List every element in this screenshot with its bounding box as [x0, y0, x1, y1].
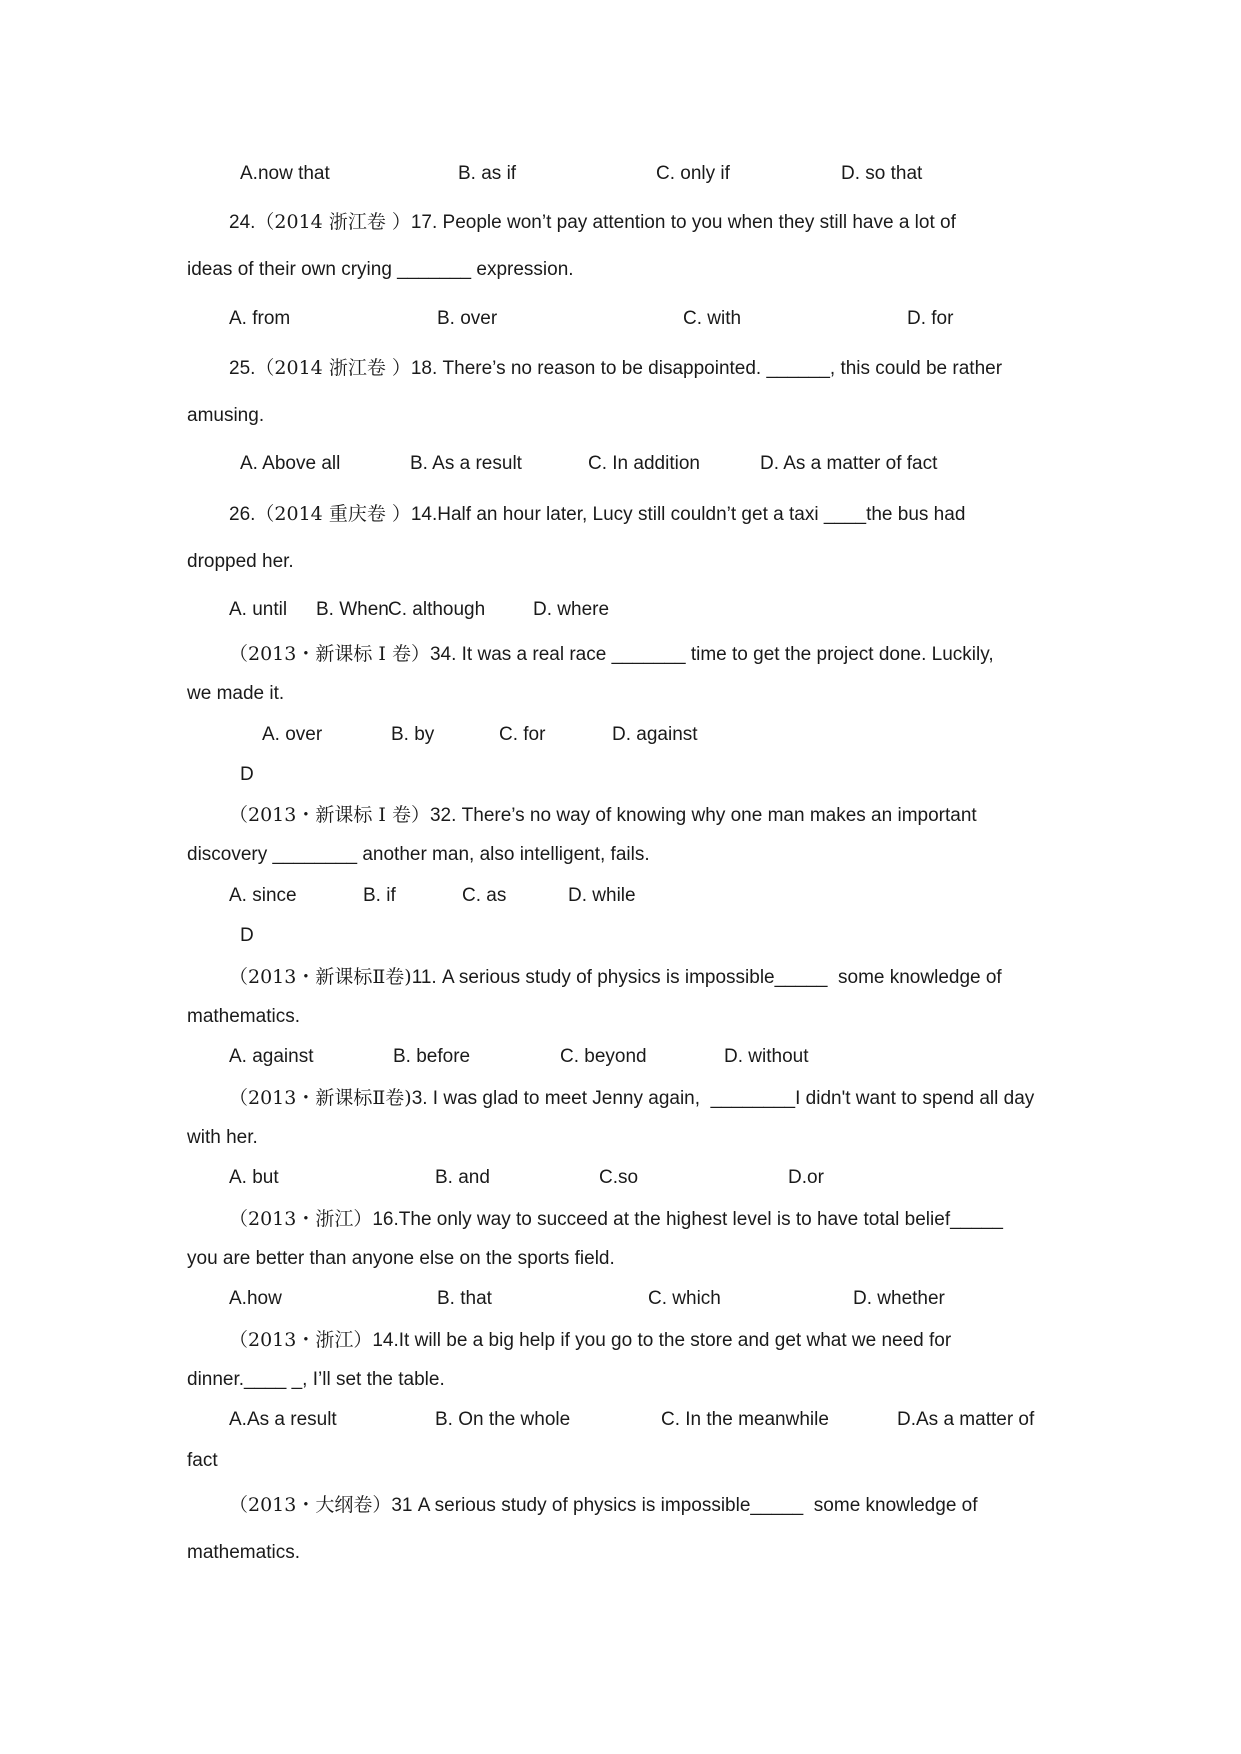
question-source: （2013・新课标Ⅱ卷) — [229, 966, 412, 988]
option-a: A.now that — [240, 163, 330, 184]
option-a: A. Above all — [240, 453, 341, 474]
question-3-line2: with her. — [187, 1127, 258, 1148]
option-b: B. As a result — [410, 453, 522, 474]
option-c: C. In the meanwhile — [661, 1409, 829, 1430]
question-number: 26. — [229, 504, 256, 525]
option-b: B. as if — [458, 163, 517, 184]
question-24-line2: ideas of their own crying _______ expression. — [187, 259, 574, 280]
question-31-line2: mathematics. — [187, 1542, 300, 1563]
question-number: 24. — [229, 212, 256, 233]
option-c: C. In addition — [588, 453, 700, 474]
question-source: （2014 重庆卷 ） — [255, 503, 411, 525]
option-d: D. while — [568, 885, 636, 906]
question-11-line2: mathematics. — [187, 1006, 300, 1027]
option-c: C.so — [599, 1167, 639, 1188]
option-a: A. since — [229, 885, 297, 906]
option-d: D. whether — [853, 1288, 945, 1309]
question-number: 25. — [229, 358, 256, 379]
option-a: A. against — [229, 1046, 314, 1067]
answer: D — [240, 925, 254, 946]
option-a: A. over — [262, 724, 323, 745]
option-b: B. On the whole — [435, 1409, 571, 1430]
question-34-line1 — [229, 642, 994, 666]
option-c: C. which — [648, 1288, 721, 1309]
question-source: （2013・大纲卷） — [229, 1494, 392, 1516]
question-25-line2: amusing. — [187, 405, 265, 426]
question-34-line2: we made it. — [187, 683, 285, 704]
option-c: C. as — [462, 885, 507, 906]
question-source: （2014 浙江卷 ） — [255, 211, 411, 233]
question-26-line2: dropped her. — [187, 551, 294, 572]
question-14-line2: dinner.____ _, I’ll set the table. — [187, 1369, 445, 1390]
question-text: 17. People won’t pay attention to you when they still have a lot of — [410, 212, 956, 233]
question-text: 3. I was glad to meet Jenny again, ________I didn't want to spend all day — [411, 1088, 1035, 1109]
question-source: （2013・浙江） — [229, 1329, 373, 1351]
option-d: D. for — [907, 308, 954, 329]
option-c: C. only if — [656, 163, 730, 184]
option-c: C. with — [683, 308, 742, 329]
option-a: A. until — [229, 599, 288, 620]
option-b: B. if — [363, 885, 396, 906]
option-d: D.or — [788, 1167, 824, 1188]
question-24-line1 — [229, 210, 956, 234]
option-b: B. When — [316, 599, 389, 620]
question-16-line1 — [229, 1207, 1003, 1231]
option-d: D. where — [533, 599, 610, 620]
option-d-continued: fact — [187, 1450, 218, 1471]
option-d: D. against — [612, 724, 698, 745]
option-a: A.how — [229, 1288, 282, 1309]
question-source: （2014 浙江卷 ） — [255, 357, 411, 379]
option-c: C. beyond — [560, 1046, 647, 1067]
option-d: D. As a matter of fact — [760, 453, 938, 474]
option-d: D.As a matter of — [897, 1409, 1035, 1430]
question-source: （2013・浙江） — [229, 1208, 373, 1230]
question-text: 32. There’s no way of knowing why one man makes an important — [429, 805, 977, 826]
question-source: （2013・新课标Ⅱ卷) — [229, 1087, 412, 1109]
question-text: 31 A serious study of physics is impossible_____ some knowledge of — [391, 1495, 978, 1516]
question-text: 14.Half an hour later, Lucy still couldn’t get a taxi ____the bus had — [410, 504, 966, 525]
option-d: D. so that — [841, 163, 923, 184]
question-16-line2: you are better than anyone else on the sports field. — [187, 1248, 615, 1269]
question-26-line1 — [229, 502, 965, 526]
option-a: A.As a result — [229, 1409, 337, 1430]
question-11-line1 — [229, 965, 1002, 989]
answer: D — [240, 764, 254, 785]
option-b: B. and — [435, 1167, 490, 1188]
question-25-line1 — [229, 356, 1002, 380]
option-b: B. by — [391, 724, 435, 745]
option-c: C. although — [388, 599, 486, 620]
question-text: 18. There’s no reason to be disappointed. ______, this could be rather — [410, 358, 1003, 379]
option-a: A. but — [229, 1167, 279, 1188]
question-text: 34. It was a real race _______ time to get the project done. Luckily, — [429, 644, 994, 665]
option-b: B. before — [393, 1046, 471, 1067]
question-14-line1 — [229, 1328, 951, 1352]
question-text: 16.The only way to succeed at the highest level is to have total belief_____ — [372, 1209, 1003, 1230]
option-c: C. for — [499, 724, 546, 745]
option-b: B. that — [437, 1288, 492, 1309]
option-b: B. over — [437, 308, 498, 329]
question-3-line1 — [229, 1086, 1034, 1110]
question-32-line1 — [229, 803, 977, 827]
question-text: 11. A serious study of physics is impossible_____ some knowledge of — [411, 967, 1002, 988]
question-32-line2: discovery ________ another man, also intelligent, fails. — [187, 844, 650, 865]
question-text: 14.It will be a big help if you go to the store and get what we need for — [372, 1330, 952, 1351]
question-source: （2013・新课标 I 卷） — [229, 643, 430, 665]
option-a: A. from — [229, 308, 291, 329]
question-31-line1 — [229, 1493, 978, 1517]
option-d: D. without — [724, 1046, 809, 1067]
question-source: （2013・新课标 I 卷） — [229, 804, 430, 826]
